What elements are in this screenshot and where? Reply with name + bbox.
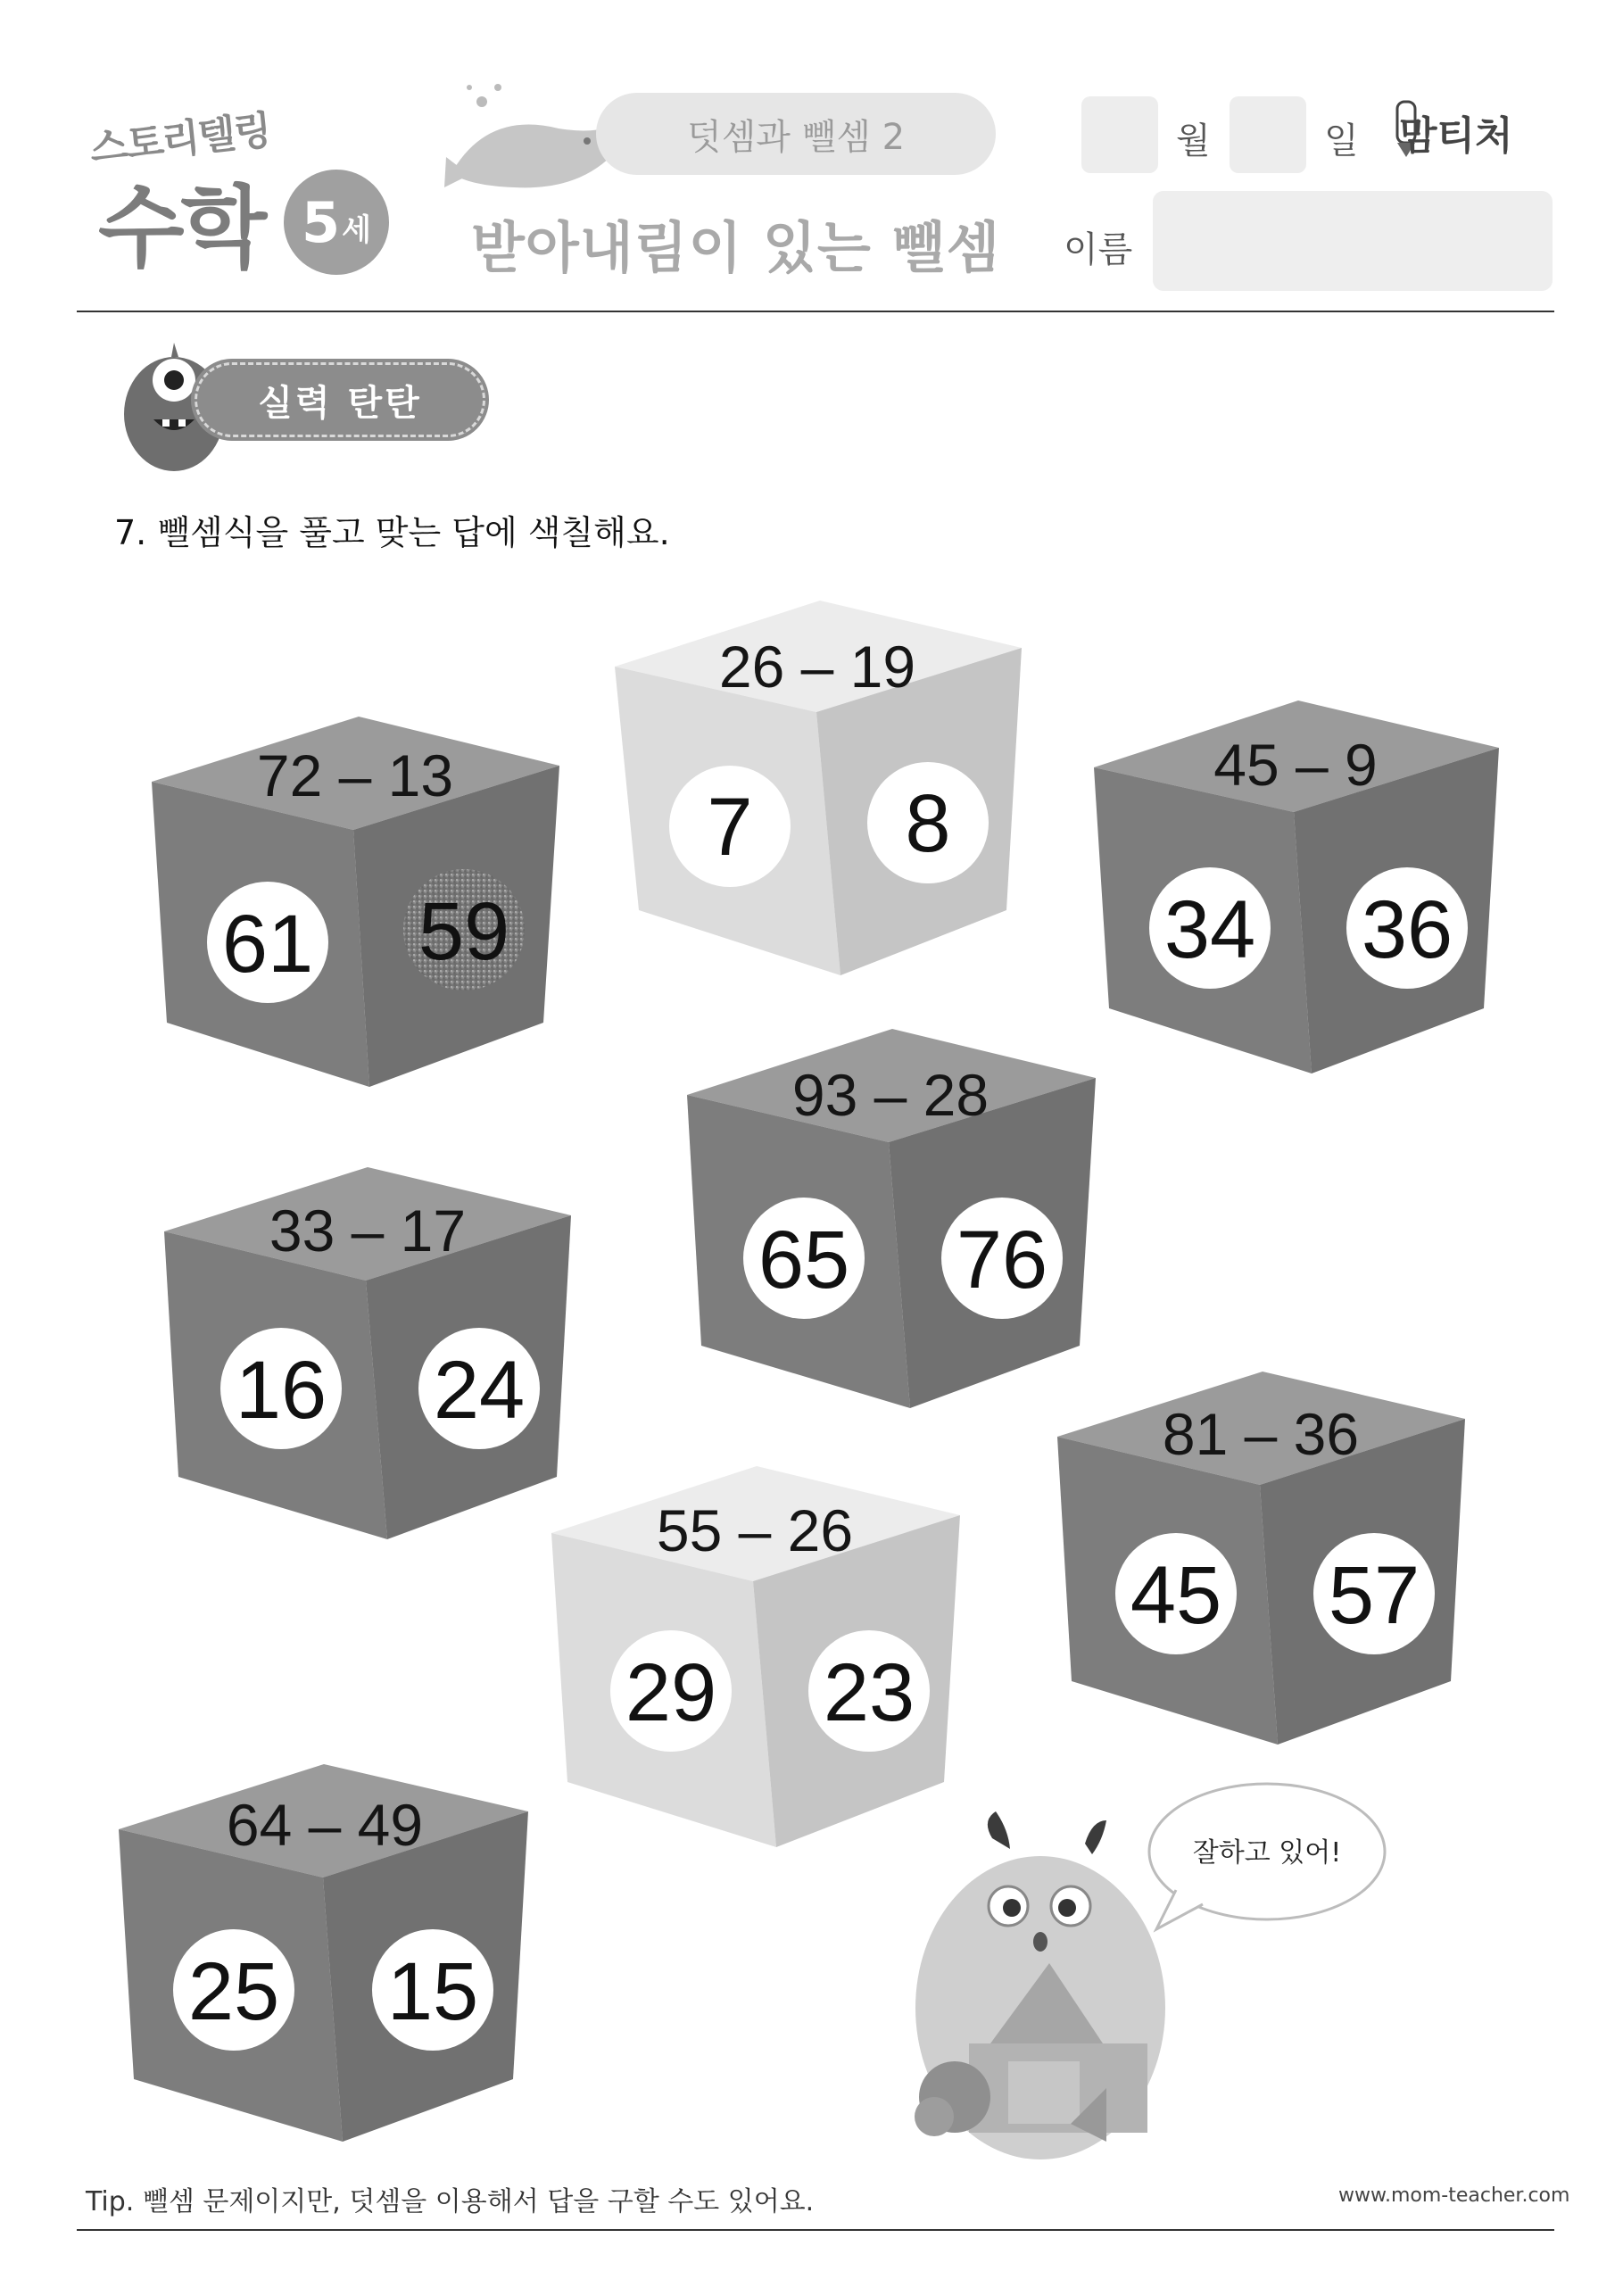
name-label: 이름 [1064,229,1133,270]
cube-5-choice-a[interactable] [220,1328,342,1449]
cube-8 [119,1764,528,2142]
svg-text:29: 29 [625,1647,717,1738]
website-link[interactable]: www.mom-teacher.com [1338,2184,1570,2207]
speech-bubble [1149,1784,1385,1929]
cube-3-choice-b[interactable] [1346,867,1468,989]
svg-text:65: 65 [758,1214,850,1305]
cube-2-choice-b[interactable] [867,762,989,883]
svg-text:23: 23 [823,1647,915,1738]
section-badge: 실력 탄탄 [195,362,485,437]
cube-5 [164,1167,571,1539]
cube-4 [687,1029,1096,1408]
cube-1-choice-a[interactable] [207,882,328,1003]
svg-text:76: 76 [956,1214,1048,1305]
cube-8-expression: 64 – 49 [226,1792,424,1858]
cube-1-expression: 72 – 13 [256,742,454,808]
cube-4-choice-b[interactable] [941,1198,1063,1319]
cube-1 [152,717,559,1087]
cube-6-expression: 81 – 36 [1162,1401,1360,1467]
cube-3 [1094,700,1499,1073]
cube-2 [615,601,1022,975]
cube-3-expression: 45 – 9 [1213,732,1378,798]
cube-2-expression: 26 – 19 [718,634,916,700]
speech-bubble-text: 잘하고 있어! [1192,1837,1342,1869]
svg-text:57: 57 [1328,1550,1420,1641]
cube-8-choice-b[interactable] [372,1929,493,2051]
svg-text:59: 59 [418,886,510,977]
svg-text:24: 24 [433,1345,526,1436]
brand-logo: 맘티처 [1399,113,1513,159]
svg-text:15: 15 [386,1946,479,2037]
age-unit: 세 [342,211,371,248]
cube-2-choice-a[interactable] [669,766,791,887]
tip-text: Tip. 뺄셈 문제이지만, 덧셈을 이용해서 답을 구할 수도 있어요. [86,2186,815,2217]
cube-6 [1057,1372,1465,1745]
svg-text:25: 25 [187,1946,280,2037]
month-label: 월 [1176,120,1211,162]
cube-7-expression: 55 – 26 [656,1497,854,1563]
logo-subtitle: 스토리텔링 [87,107,273,172]
svg-text:36: 36 [1361,884,1453,975]
cube-5-expression: 33 – 17 [269,1198,467,1264]
cube-4-choice-a[interactable] [743,1198,865,1319]
svg-text:61: 61 [221,899,314,990]
svg-text:7: 7 [707,782,753,873]
svg-text:34: 34 [1163,884,1256,975]
cube-4-expression: 93 – 28 [791,1062,990,1128]
cube-7-choice-b[interactable] [808,1630,930,1752]
footer-divider [77,2229,1554,2231]
cube-1-choice-b-shaded[interactable] [403,869,525,991]
question-text: 7. 뺄셈식을 풀고 맞는 답에 색칠해요. [114,513,670,552]
cube-3-choice-a[interactable] [1149,867,1271,989]
day-label: 일 [1324,120,1359,162]
logo-title: 수학 [98,176,264,280]
svg-text:16: 16 [235,1345,327,1436]
cube-5-choice-b[interactable] [418,1328,540,1449]
cube-6-choice-b[interactable] [1313,1533,1435,1654]
page-title: 받아내림이 있는 뺄셈 [471,215,1001,280]
age-number: 5 [302,189,341,255]
unit-subtitle: 덧셈과 뺄셈 2 [596,93,996,175]
monster-with-blocks-icon [915,1811,1165,2159]
cube-8-choice-a[interactable] [173,1929,294,2051]
cube-7 [551,1466,960,1847]
svg-text:8: 8 [905,778,951,869]
cube-6-choice-a[interactable] [1115,1533,1237,1654]
svg-text:45: 45 [1130,1550,1222,1641]
cube-7-choice-a[interactable] [610,1630,732,1752]
